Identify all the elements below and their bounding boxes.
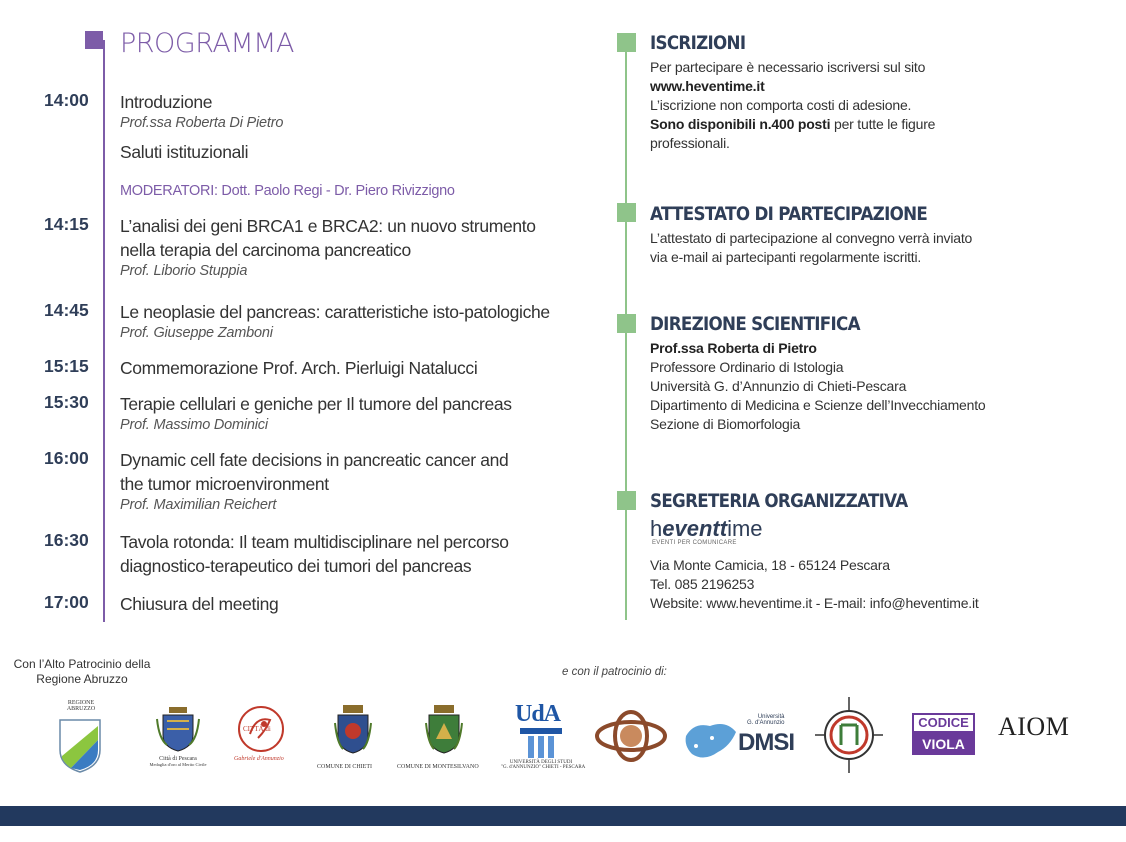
slot-title: Commemorazione Prof. Arch. Pierluigi Natalucci bbox=[120, 358, 478, 378]
slot-time: 16:30 bbox=[44, 530, 89, 550]
attestato-line: via e-mail ai partecipanti regolarmente iscritti. bbox=[650, 249, 922, 265]
iscrizioni-line: L’iscrizione non comporta costi di adesione. bbox=[650, 97, 912, 113]
chieti-crest-icon bbox=[333, 703, 373, 755]
direzione-title: DIREZIONE SCIENTIFICA bbox=[650, 313, 860, 335]
attestato-title: ATTESTATO DI PARTECIPAZIONE bbox=[650, 203, 928, 225]
attestato-marker bbox=[617, 203, 636, 222]
aiom-logo: AIOM bbox=[998, 712, 1070, 741]
segreteria-line: Via Monte Camicia, 18 - 65124 Pescara bbox=[650, 557, 890, 573]
direzione-marker bbox=[617, 314, 636, 333]
direzione-name: Prof.ssa Roberta di Pietro bbox=[650, 340, 817, 356]
compass-emblem-icon bbox=[815, 697, 883, 773]
slot-title-line: diagnostico-terapeutico dei tumori del pancreas bbox=[120, 556, 472, 576]
dmsi-univ-caption: Università G. d'Annunzio bbox=[747, 714, 785, 726]
pescara-crest-icon bbox=[155, 705, 201, 753]
programma-marker bbox=[85, 31, 103, 49]
direzione-section bbox=[650, 313, 1110, 434]
slot-speaker: Prof. Giuseppe Zamboni bbox=[120, 325, 273, 341]
direzione-line: Professore Ordinario di Istologia bbox=[650, 359, 844, 375]
attestato-line: L’attestato di partecipazione al convegno verrà inviato bbox=[650, 230, 973, 246]
iscrizioni-posti: Sono disponibili n.400 posti bbox=[650, 116, 831, 132]
slot-time: 14:45 bbox=[44, 300, 89, 320]
regione-caption: REGIONE ABRUZZO bbox=[66, 700, 96, 712]
slot-speaker: Prof. Maximilian Reichert bbox=[120, 497, 277, 513]
segreteria-marker bbox=[617, 491, 636, 510]
citta-caption: CITTÀ di bbox=[243, 725, 271, 733]
slot-time: 16:00 bbox=[44, 448, 89, 468]
slot-speaker: Prof. Liborio Stuppia bbox=[120, 263, 248, 279]
heventime-tagline: EVENTI PER COMUNICARE bbox=[652, 540, 737, 546]
chieti-caption: COMUNE DI CHIETI bbox=[317, 764, 372, 770]
slot-title: Le neoplasie del pancreas: caratteristiche isto-patologiche bbox=[120, 302, 550, 322]
slot-title-line: Tavola rotonda: Il team multidisciplinare nel percorso bbox=[120, 532, 509, 552]
slot-speaker: Prof.ssa Roberta Di Pietro bbox=[120, 115, 284, 131]
regione-abruzzo-logo bbox=[57, 718, 103, 774]
moderators: MODERATORI: Dott. Paolo Regi - Dr. Piero Rivizzigno bbox=[120, 183, 455, 199]
segreteria-line: Tel. 085 2196253 bbox=[650, 576, 755, 592]
orbit-emblem-icon bbox=[594, 708, 668, 764]
iscrizioni-site: www.heventime.it bbox=[650, 78, 765, 94]
slot-title: Introduzione bbox=[120, 92, 213, 112]
iscrizioni-line: professionali. bbox=[650, 135, 730, 151]
alto-patrocinio: Con l’Alto Patrocinio della Regione Abruzzo bbox=[13, 657, 151, 686]
iscrizioni-title: ISCRIZIONI bbox=[650, 32, 746, 54]
heventime-logo: h event t ime bbox=[650, 516, 763, 541]
bottom-bar bbox=[0, 806, 1126, 826]
montesilvano-crest-icon bbox=[424, 703, 464, 755]
iscrizioni-line: Per partecipare è necessario iscriversi sul sito bbox=[650, 59, 926, 75]
slot-title-line: Dynamic cell fate decisions in pancreatic cancer and bbox=[120, 450, 509, 470]
pescara-caption: Città di Pescara Medaglia d'oro al Merito Civile bbox=[149, 756, 207, 767]
programma-title: PROGRAMMA bbox=[120, 28, 294, 59]
iscrizioni-section bbox=[650, 32, 1110, 153]
iscrizioni-marker bbox=[617, 33, 636, 52]
dmsi-map-icon bbox=[682, 716, 740, 764]
citta-signature: Gabriele d'Annunzio bbox=[234, 756, 284, 762]
slot-time: 15:30 bbox=[44, 392, 89, 412]
slot-title-line: L’analisi dei geni BRCA1 e BRCA2: un nuovo strumento bbox=[120, 216, 536, 236]
iscrizioni-line: per tutte le figure bbox=[830, 116, 936, 132]
viola-label: VIOLA bbox=[912, 733, 975, 755]
slot-time: 15:15 bbox=[44, 356, 89, 376]
patrocinio-label: e con il patrocinio di: bbox=[562, 666, 667, 678]
direzione-line: Dipartimento di Medicina e Scienze dell’Invecchiamento bbox=[650, 397, 986, 413]
direzione-line: Università G. d’Annunzio di Chieti-Pescara bbox=[650, 378, 907, 394]
slot-title-line: nella terapia del carcinoma pancreatico bbox=[120, 240, 411, 260]
slot-title: Terapie cellulari e geniche per Il tumore del pancreas bbox=[120, 394, 512, 414]
slot-time: 17:00 bbox=[44, 592, 89, 612]
segreteria-title: SEGRETERIA ORGANIZZATIVA bbox=[650, 490, 908, 512]
codice-label: CODICE bbox=[912, 713, 975, 733]
uda-caption: UNIVERSITÀ DEGLI STUDI "G. d'ANNUNZIO" CHIETI - PESCARA bbox=[501, 760, 586, 770]
slot-time: 14:00 bbox=[44, 90, 89, 110]
slot-title: Chiusura del meeting bbox=[120, 594, 279, 614]
uda-logo: UdA bbox=[515, 701, 561, 727]
segreteria-section bbox=[650, 490, 1110, 613]
slot-extra: Saluti istituzionali bbox=[120, 142, 249, 162]
montesilvano-caption: COMUNE DI MONTESILVANO bbox=[397, 764, 479, 770]
segreteria-line: Website: www.heventime.it - E-mail: info@heventime.it bbox=[650, 595, 979, 611]
direzione-line: Sezione di Biomorfologia bbox=[650, 416, 801, 432]
programma-timeline bbox=[103, 40, 105, 622]
attestato-section bbox=[650, 203, 1110, 267]
slot-speaker: Prof. Massimo Dominici bbox=[120, 417, 268, 433]
slot-time: 14:15 bbox=[44, 214, 89, 234]
dmsi-logo: DMSI bbox=[738, 729, 794, 756]
slot-title-line: the tumor microenvironment bbox=[120, 474, 329, 494]
uda-pillar-icon bbox=[518, 728, 564, 760]
